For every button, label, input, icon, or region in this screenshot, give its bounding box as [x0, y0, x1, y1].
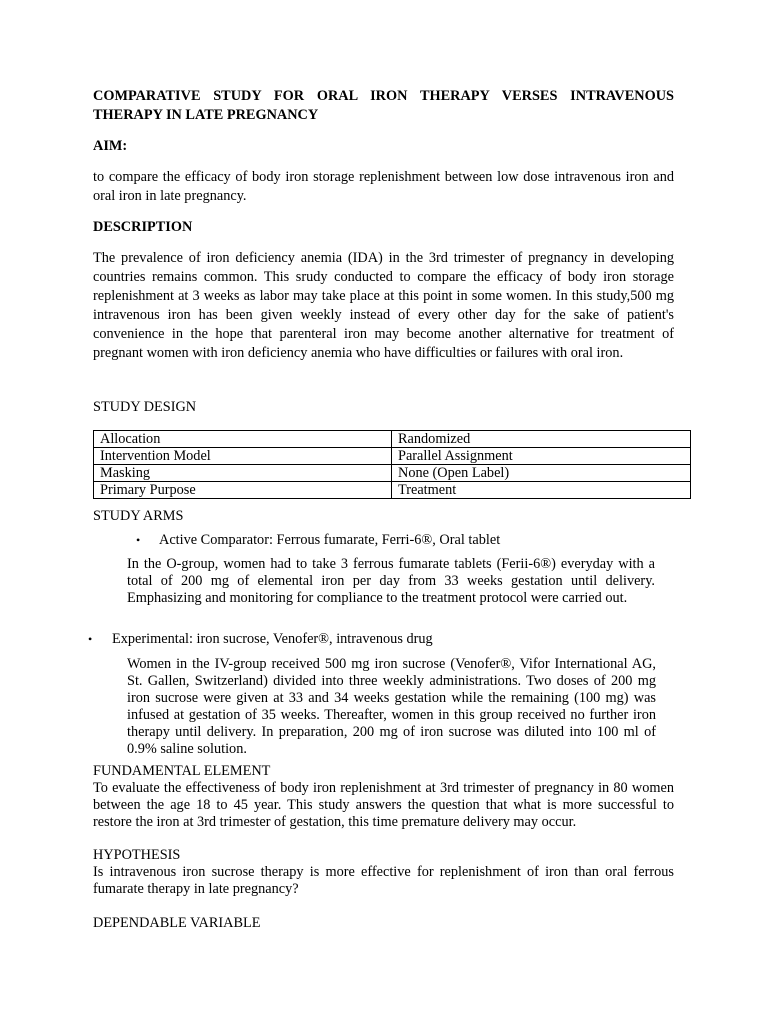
table-cell-value: Treatment	[392, 482, 691, 499]
table-cell-label: Masking	[94, 465, 392, 482]
arm1-description: In the O-group, women had to take 3 ferrous fumarate tablets (Ferii-6®) everyday with a total of 200 mg of elemental iron per day from 33 weeks gestation until delivery. Emphasizing and monitoring for compliance to the treatment protocol were carried out.	[127, 556, 655, 606]
fundamental-element-heading: FUNDAMENTAL ELEMENT	[93, 763, 271, 779]
study-design-heading: STUDY DESIGN	[93, 399, 197, 415]
table-row	[94, 482, 691, 499]
arm2-label: Experimental: iron sucrose, Venofer®, intravenous drug	[112, 631, 433, 647]
aim-heading: AIM:	[93, 138, 128, 154]
table-row	[94, 465, 691, 482]
bullet-icon: •	[88, 632, 93, 646]
study-arms-heading: STUDY ARMS	[93, 508, 184, 524]
table-cell-value: Randomized	[392, 431, 691, 448]
table-row	[94, 448, 691, 465]
aim-text: to compare the efficacy of body iron storage replenishment between low dose intravenous iron and oral iron in late pregnancy.	[93, 169, 674, 204]
description-heading: DESCRIPTION	[93, 219, 193, 235]
document-title: COMPARATIVE STUDY FOR ORAL IRON THERAPY VERSES INTRAVENOUS THERAPY IN LATE PREGNANCY	[93, 88, 674, 123]
table-cell-label: Primary Purpose	[94, 482, 392, 499]
table-row	[94, 431, 691, 448]
table-cell-value: Parallel Assignment	[392, 448, 691, 465]
fundamental-element-text: To evaluate the effectiveness of body iron replenishment at 3rd trimester of pregnancy in 80 women between the age 18 to 45 year. This study answers the question that what is more successful to restore the iron at 3rd trimester of gestation, this time premature delivery may occur.	[93, 780, 674, 830]
table-cell-label: Allocation	[94, 431, 392, 448]
study-design-table	[93, 430, 691, 499]
bullet-icon: •	[136, 533, 141, 547]
hypothesis-text: Is intravenous iron sucrose therapy is more effective for replenishment of iron than oral ferrous fumarate therapy in late pregnancy?	[93, 864, 674, 897]
hypothesis-heading: HYPOTHESIS	[93, 847, 181, 863]
dependable-variable-heading: DEPENDABLE VARIABLE	[93, 915, 261, 931]
arm1-label: Active Comparator: Ferrous fumarate, Ferri-6®, Oral tablet	[159, 532, 501, 548]
arm2-description: Women in the IV-group received 500 mg iron sucrose (Venofer®, Vifor International AG, St. Gallen, Switzerland) divided into three weekly administrations. Two doses of 200 mg iron sucrose were given at 33 and 34 weeks gestation while the remaining (100 mg) was infused at gestation of 35 weeks. Thereafter, women in this group received no further iron therapy until delivery. In preparation, 200 mg of iron sucrose was diluted into 100 ml of 0.9% saline solution.	[127, 656, 656, 757]
description-text: The prevalence of iron deficiency anemia (IDA) in the 3rd trimester of pregnancy in developing countries remains common. This srudy conducted to compare the efficacy of body iron storage replenishment at 3 weeks as labor may take place at this point in some women. In this study,500 mg intravenous iron has been given weekly instead of every other day for the sake of patient's convenience in the hope that parenteral iron may become another alternative for treatment of pregnant women with iron deficiency anemia who have difficulties or failures with oral iron.	[93, 250, 674, 361]
table-cell-label: Intervention Model	[94, 448, 392, 465]
table-cell-value: None (Open Label)	[392, 465, 691, 482]
